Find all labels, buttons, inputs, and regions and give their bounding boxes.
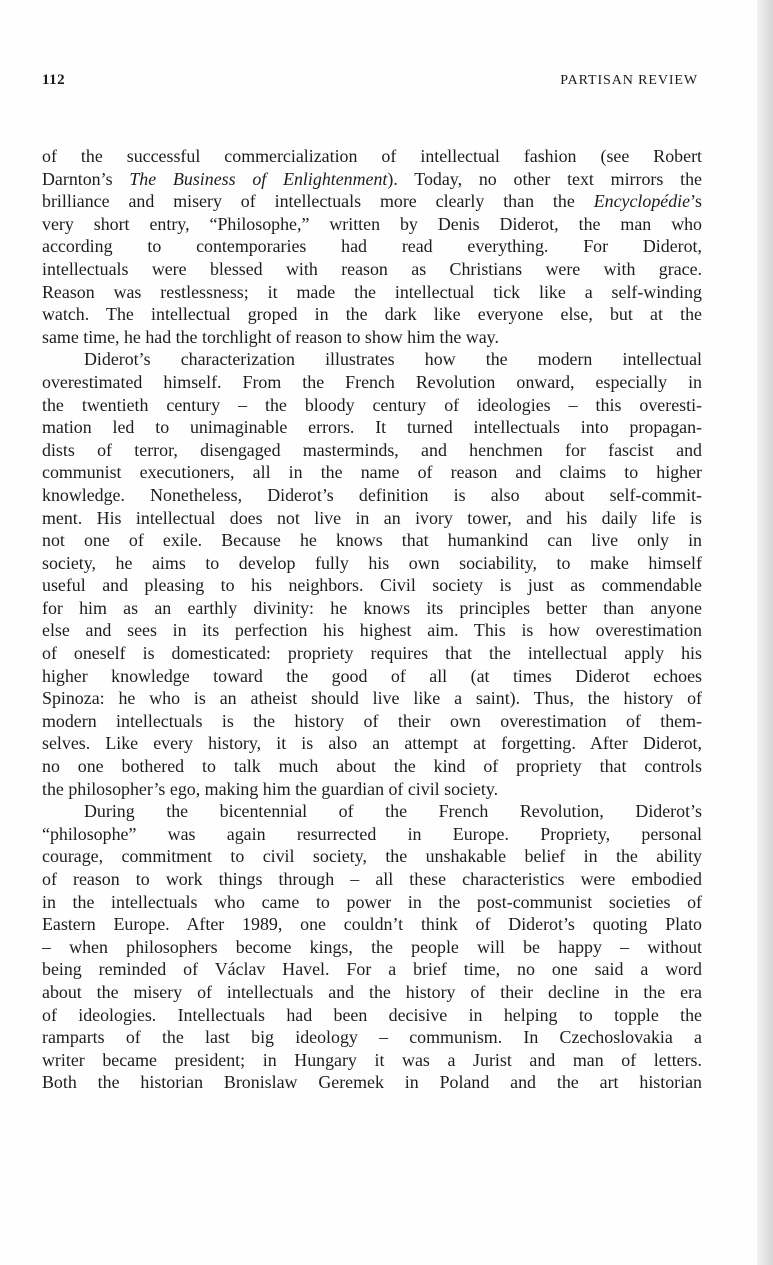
text-line: same time, he had the torchlight of reason to show him the way. bbox=[42, 326, 499, 347]
text-line: dists of terror, disengaged masterminds, and henchmen for fascist and bbox=[42, 439, 702, 460]
text-line: Diderot’s characterization illustrates how the modern intellectual bbox=[84, 349, 702, 370]
text-line: about the misery of intellectuals and the history of their decline in the era bbox=[42, 981, 702, 1002]
text-line: courage, commitment to civil society, the unshakable belief in the ability bbox=[42, 846, 702, 867]
text-line: in the intellectuals who came to power in the post-communist societies of bbox=[42, 891, 702, 912]
text-line: the philosopher’s ego, making him the guardian of civil society. bbox=[42, 778, 499, 799]
text-line: very short entry, “Philosophe,” written by Denis Diderot, the man who bbox=[42, 213, 702, 234]
text-line: During the bicentennial of the French Revolution, Diderot’s bbox=[84, 801, 702, 822]
text-line: communist executioners, all in the name of reason and claims to higher bbox=[42, 462, 702, 483]
text-line: brilliance and misery of intellectuals more clearly than the Encyclopédie’s bbox=[42, 191, 702, 212]
paragraph bbox=[42, 800, 702, 1094]
text-line: ment. His intellectual does not live in an ivory tower, and his daily life is bbox=[42, 507, 702, 528]
text-line: useful and pleasing to his neighbors. Civil society is just as commendable bbox=[42, 575, 702, 596]
text-line: Both the historian Bronislaw Geremek in Poland and the art historian bbox=[42, 1072, 702, 1093]
text-line: of ideologies. Intellectuals had been decisive in helping to topple the bbox=[42, 1004, 702, 1025]
text-line: “philosophe” was again resurrected in Europe. Propriety, personal bbox=[42, 823, 702, 844]
text-line: watch. The intellectual groped in the dark like everyone else, but at the bbox=[42, 304, 702, 325]
text-line: writer became president; in Hungary it was a Jurist and man of letters. bbox=[42, 1049, 702, 1070]
text-line: Reason was restlessness; it made the intellectual tick like a self-winding bbox=[42, 281, 702, 302]
body-text bbox=[42, 145, 702, 1094]
paragraph bbox=[42, 348, 702, 800]
text-line: higher knowledge toward the good of all (at times Diderot echoes bbox=[42, 665, 702, 686]
text-line: ramparts of the last big ideology – communism. In Czechoslovakia a bbox=[42, 1027, 702, 1048]
text-line: the twentieth century – the bloody century of ideologies – this overesti- bbox=[42, 394, 702, 415]
text-line: Darnton’s The Business of Enlightenment). Today, no other text mirrors the bbox=[42, 168, 702, 189]
text-line: knowledge. Nonetheless, Diderot’s definition is also about self-commit- bbox=[42, 484, 702, 505]
page-edge bbox=[757, 0, 773, 1265]
text-line: for him as an earthly divinity: he knows its principles better than anyone bbox=[42, 597, 702, 618]
text-line: intellectuals were blessed with reason as Christians were with grace. bbox=[42, 258, 702, 279]
text-line: not one of exile. Because he knows that humankind can live only in bbox=[42, 530, 702, 551]
text-line: Eastern Europe. After 1989, one couldn’t think of Diderot’s quoting Plato bbox=[42, 914, 702, 935]
text-line: of oneself is domesticated: propriety requires that the intellectual apply his bbox=[42, 643, 702, 664]
running-head: PARTISAN REVIEW bbox=[560, 73, 698, 88]
text-line: according to contemporaries had read everything. For Diderot, bbox=[42, 236, 702, 257]
italic-title: Encyclopédie bbox=[593, 191, 691, 212]
text-line: overestimated himself. From the French Revolution onward, especially in bbox=[42, 371, 702, 392]
text-line: Spinoza: he who is an atheist should live like a saint). Thus, the history of bbox=[42, 688, 702, 709]
text-line: mation led to unimaginable errors. It turned intellectuals into propagan- bbox=[42, 417, 702, 438]
text-line: of reason to work things through – all these characteristics were embodied bbox=[42, 869, 702, 889]
paragraph bbox=[42, 145, 702, 348]
text-line: society, he aims to develop fully his own sociability, to make himself bbox=[42, 552, 702, 573]
text-line: – when philosophers become kings, the people will be happy – without bbox=[42, 936, 702, 957]
text-line: else and sees in its perfection his highest aim. This is how overestimation bbox=[42, 620, 702, 641]
text-line: modern intellectuals is the history of their own overestimation of them- bbox=[42, 710, 702, 731]
text-line: of the successful commercialization of intellectual fashion (see Robert bbox=[42, 146, 702, 166]
page-header bbox=[42, 72, 698, 96]
text-line: selves. Like every history, it is also an attempt at forgetting. After Diderot, bbox=[42, 733, 702, 754]
italic-title: The Business of Enlightenment bbox=[129, 168, 388, 189]
text-line: no one bothered to talk much about the kind of propriety that controls bbox=[42, 756, 702, 777]
page-number: 112 bbox=[42, 72, 66, 88]
text-line: being reminded of Václav Havel. For a brief time, no one said a word bbox=[42, 959, 702, 980]
